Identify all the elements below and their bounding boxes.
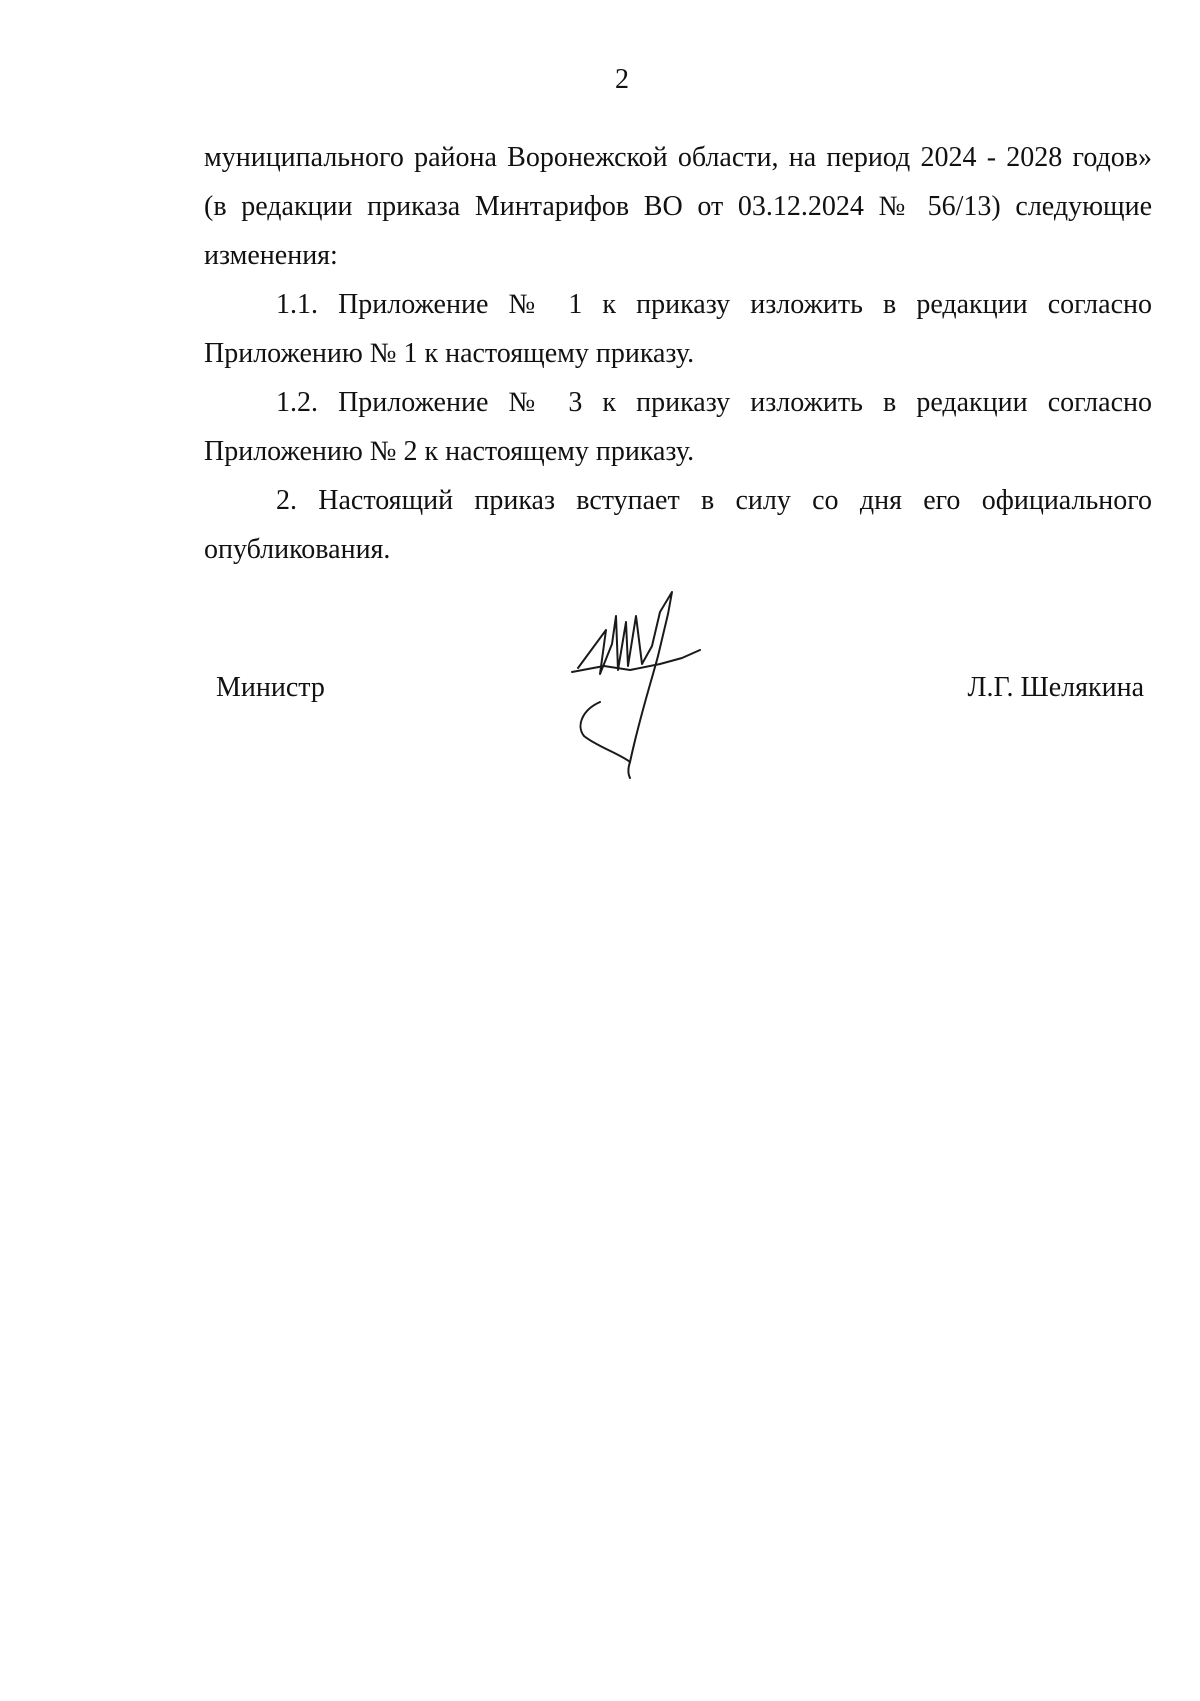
signer-position: Министр (216, 672, 325, 703)
signature-block (0, 580, 1200, 820)
paragraph-item-2: 2. Настоящий приказ вступает в силу со дня его официального опубликования. (204, 485, 1152, 565)
signer-name: Л.Г. Шелякина (967, 672, 1144, 703)
paragraph-item-1-2: 1.2. Приложение № 3 к приказу изложить в редакции согласно Приложению № 2 к настоящему приказу. (204, 387, 1152, 467)
paragraph-continuation: муниципального района Воронежской области, на период 2024 - 2028 годов» (в редакции приказа Минтарифов ВО от 03.12.2024 № 56/13) следующие изменения: (204, 142, 1152, 271)
document-body (204, 133, 1152, 574)
page-number: 2 (615, 64, 629, 95)
paragraph-item-1-1: 1.1. Приложение № 1 к приказу изложить в редакции согласно Приложению № 1 к настоящему приказу. (204, 289, 1152, 369)
handwritten-signature (560, 586, 720, 796)
